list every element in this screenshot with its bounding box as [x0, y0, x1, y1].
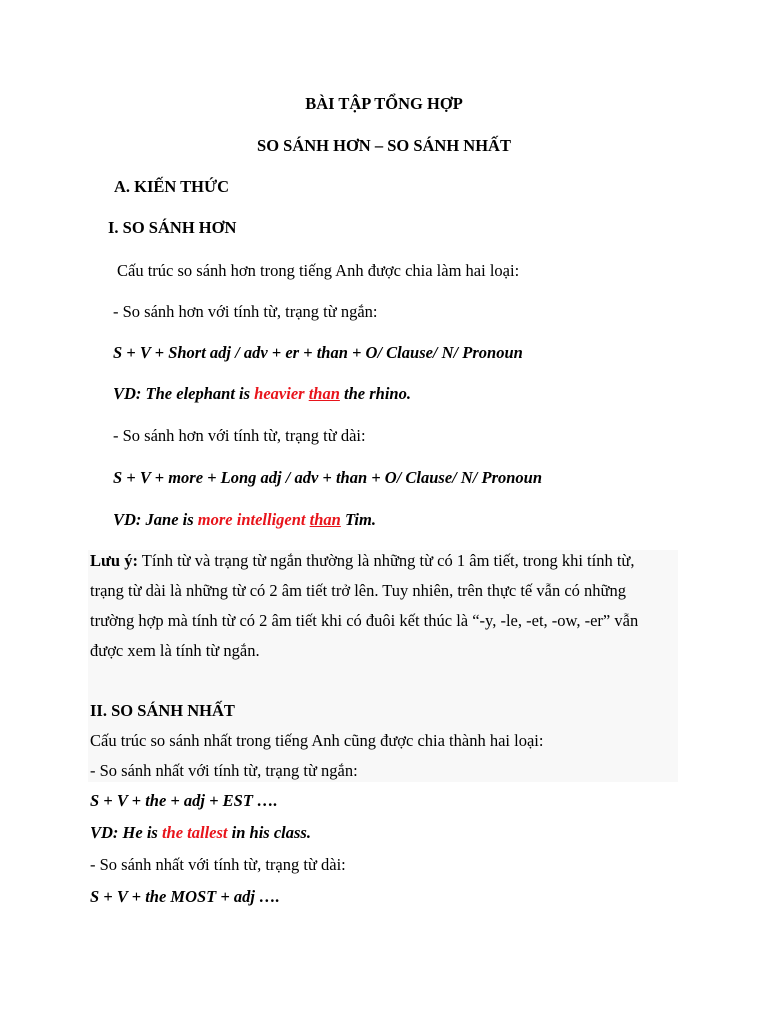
- superlative-short-label: - So sánh nhất với tính từ, trạng từ ngắn:: [90, 761, 358, 780]
- section-i-heading: I. SO SÁNH HƠN: [108, 218, 237, 237]
- example-prefix: VD: He is: [90, 823, 162, 842]
- comparative-long-example: [113, 510, 376, 530]
- superlative-long-formula: S + V + the MOST + adj ….: [90, 887, 280, 906]
- page-subtitle: SO SÁNH HƠN – SO SÁNH NHẤT: [257, 136, 511, 155]
- comparative-intro: Cấu trúc so sánh hơn trong tiếng Anh được chia làm hai loại:: [117, 261, 520, 280]
- example-highlight: the tallest: [161, 823, 228, 842]
- note-line-2: trạng từ dài là những từ có 2 âm tiết trở lên. Tuy nhiên, trên thực tế vẫn có những: [90, 581, 626, 600]
- comparative-short-example: [113, 384, 411, 404]
- comparative-short-formula: S + V + Short adj / adv + er + than + O/ Clause/ N/ Pronoun: [113, 343, 523, 362]
- example-keyword: than: [309, 510, 341, 529]
- note-line-3: trường hợp mà tính từ có 2 âm tiết khi có đuôi kết thúc là “-y, -le, -et, -ow, -er” vẫn: [90, 611, 639, 630]
- page-title: BÀI TẬP TỔNG HỢP: [305, 94, 463, 113]
- section-ii-heading: II. SO SÁNH NHẤT: [90, 701, 235, 720]
- comparative-long-label: - So sánh hơn với tính từ, trạng từ dài:: [113, 426, 366, 445]
- example-highlight: heavier: [254, 384, 305, 403]
- example-prefix: VD: The elephant is: [113, 384, 255, 403]
- section-a-heading: A. KIẾN THỨC: [114, 177, 230, 196]
- superlative-intro: Cấu trúc so sánh nhất trong tiếng Anh cũng được chia thành hai loại:: [90, 731, 544, 750]
- example-highlight: more intelligent: [197, 510, 306, 529]
- comparative-long-formula: S + V + more + Long adj / adv + than + O/ Clause/ N/ Pronoun: [113, 468, 543, 487]
- example-suffix: the rhino.: [339, 384, 411, 403]
- note-line-4: được xem là tính từ ngắn.: [90, 641, 260, 660]
- superlative-long-label: - So sánh nhất với tính từ, trạng từ dài:: [90, 855, 346, 874]
- note-label: Lưu ý:: [90, 551, 138, 570]
- superlative-short-formula: S + V + the + adj + EST ….: [90, 791, 278, 810]
- comparative-short-label: - So sánh hơn với tính từ, trạng từ ngắn:: [113, 302, 378, 321]
- note-text-1: Tính từ và trạng từ ngắn thường là những từ có 1 âm tiết, trong khi tính từ,: [137, 551, 635, 570]
- superlative-short-example: [90, 823, 311, 843]
- example-prefix: VD: Jane is: [113, 510, 198, 529]
- example-keyword: than: [308, 384, 340, 403]
- example-suffix: in his class.: [227, 823, 311, 842]
- note-line-1: [90, 551, 634, 571]
- example-suffix: Tim.: [340, 510, 376, 529]
